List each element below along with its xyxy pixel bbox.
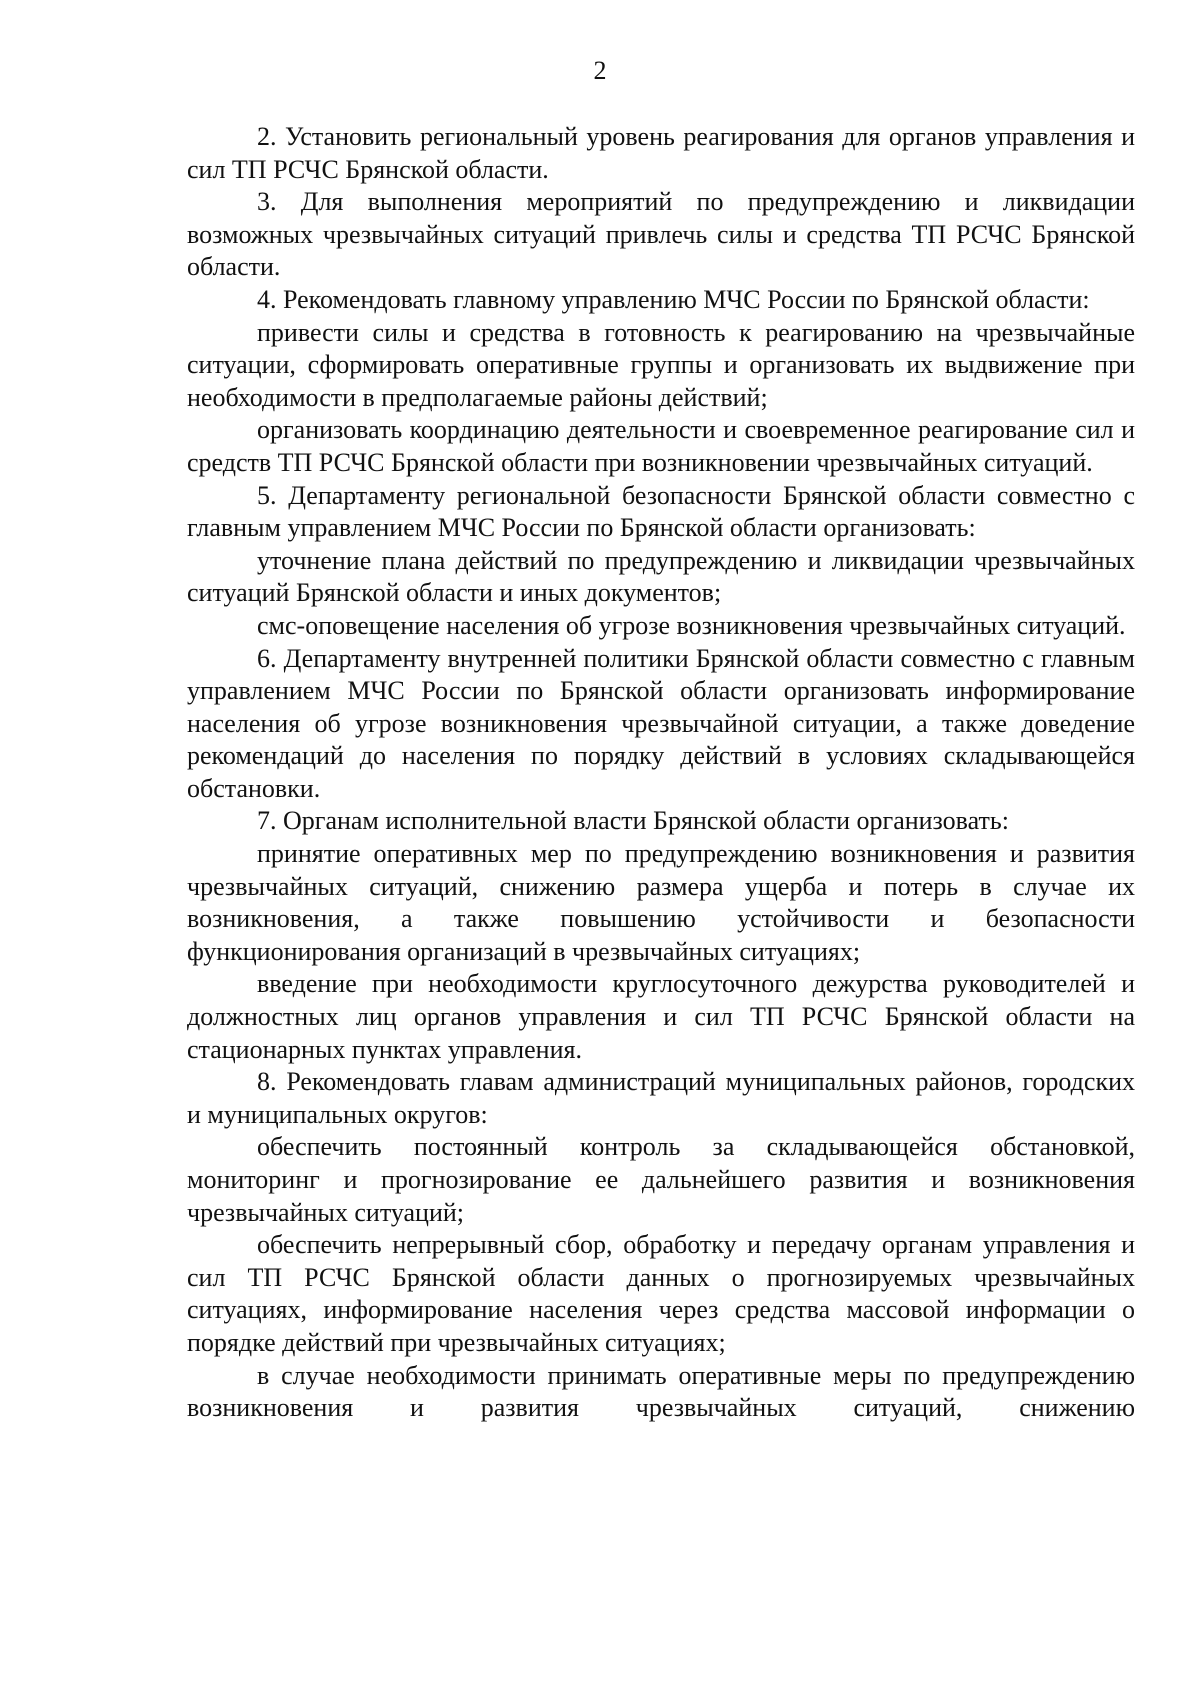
- document-body: [187, 121, 1135, 1425]
- paragraph-item-8-subitem-1: обеспечить постоянный контроль за складывающейся обстановкой, мониторинг и прогнозирование ее дальнейшего развития и возникновения чрезвычайных ситуаций;: [187, 1132, 1135, 1227]
- paragraph-item-4-subitem-2: организовать координацию деятельности и своевременное реагирование сил и средств ТП РСЧС Брянской области при возникновении чрезвычайных ситуаций.: [187, 415, 1135, 477]
- paragraph-item-7-subitem-1: принятие оперативных мер по предупреждению возникновения и развития чрезвычайных ситуаций, снижению размера ущерба и потерь в случае их возникновения, а также повышению устойчивости и безопасности функционирования организаций в чрезвычайных ситуациях;: [187, 839, 1135, 966]
- paragraph-item-8-subitem-2: обеспечить непрерывный сбор, обработку и передачу органам управления и сил ТП РСЧС Брянской области данных о прогнозируемых чрезвычайных ситуациях, информирование населения через средства массовой информации о порядке действий при чрезвычайных ситуациях;: [187, 1230, 1135, 1357]
- paragraph-item-7-subitem-2: введение при необходимости круглосуточного дежурства руководителей и должностных лиц органов управления и сил ТП РСЧС Брянской области на стационарных пунктах управления.: [187, 969, 1135, 1064]
- paragraph-item-7: 7. Органам исполнительной власти Брянской области организовать:: [257, 806, 1009, 836]
- paragraph-item-4: 4. Рекомендовать главному управлению МЧС России по Брянской области:: [257, 284, 1090, 314]
- paragraph-item-3: 3. Для выполнения мероприятий по предупреждению и ликвидации возможных чрезвычайных ситуаций привлечь силы и средства ТП РСЧС Брянской области.: [187, 187, 1135, 282]
- paragraph-item-5-subitem-2: смс-оповещение населения об угрозе возникновения чрезвычайных ситуаций.: [257, 610, 1126, 640]
- paragraph-item-4-subitem-1: привести силы и средства в готовность к реагированию на чрезвычайные ситуации, сформировать оперативные группы и организовать их выдвижение при необходимости в предполагаемые районы действий;: [187, 317, 1135, 412]
- paragraph-item-8-subitem-3: в случае необходимости принимать оперативные меры по предупреждению возникновения и развития чрезвычайных ситуаций, снижению: [187, 1360, 1135, 1423]
- paragraph-item-2: 2. Установить региональный уровень реагирования для органов управления и сил ТП РСЧС Брянской области.: [187, 122, 1135, 184]
- paragraph-item-5-subitem-1: уточнение плана действий по предупреждению и ликвидации чрезвычайных ситуаций Брянской области и иных документов;: [187, 545, 1135, 608]
- paragraph-item-6: 6. Департаменту внутренней политики Брянской области совместно с главным управлением МЧС России по Брянской области организовать информирование населения об угрозе возникновения чрезвычайной ситуации, а также доведение рекомендаций до населения по порядку действий в условиях складывающейся обстановки.: [187, 643, 1135, 803]
- paragraph-item-8: 8. Рекомендовать главам администраций муниципальных районов, городских и муниципальных округов:: [187, 1067, 1135, 1129]
- page-number: 2: [593, 56, 607, 85]
- paragraph-item-5: 5. Департаменту региональной безопасности Брянской области совместно с главным управлением МЧС России по Брянской области организовать:: [187, 480, 1135, 543]
